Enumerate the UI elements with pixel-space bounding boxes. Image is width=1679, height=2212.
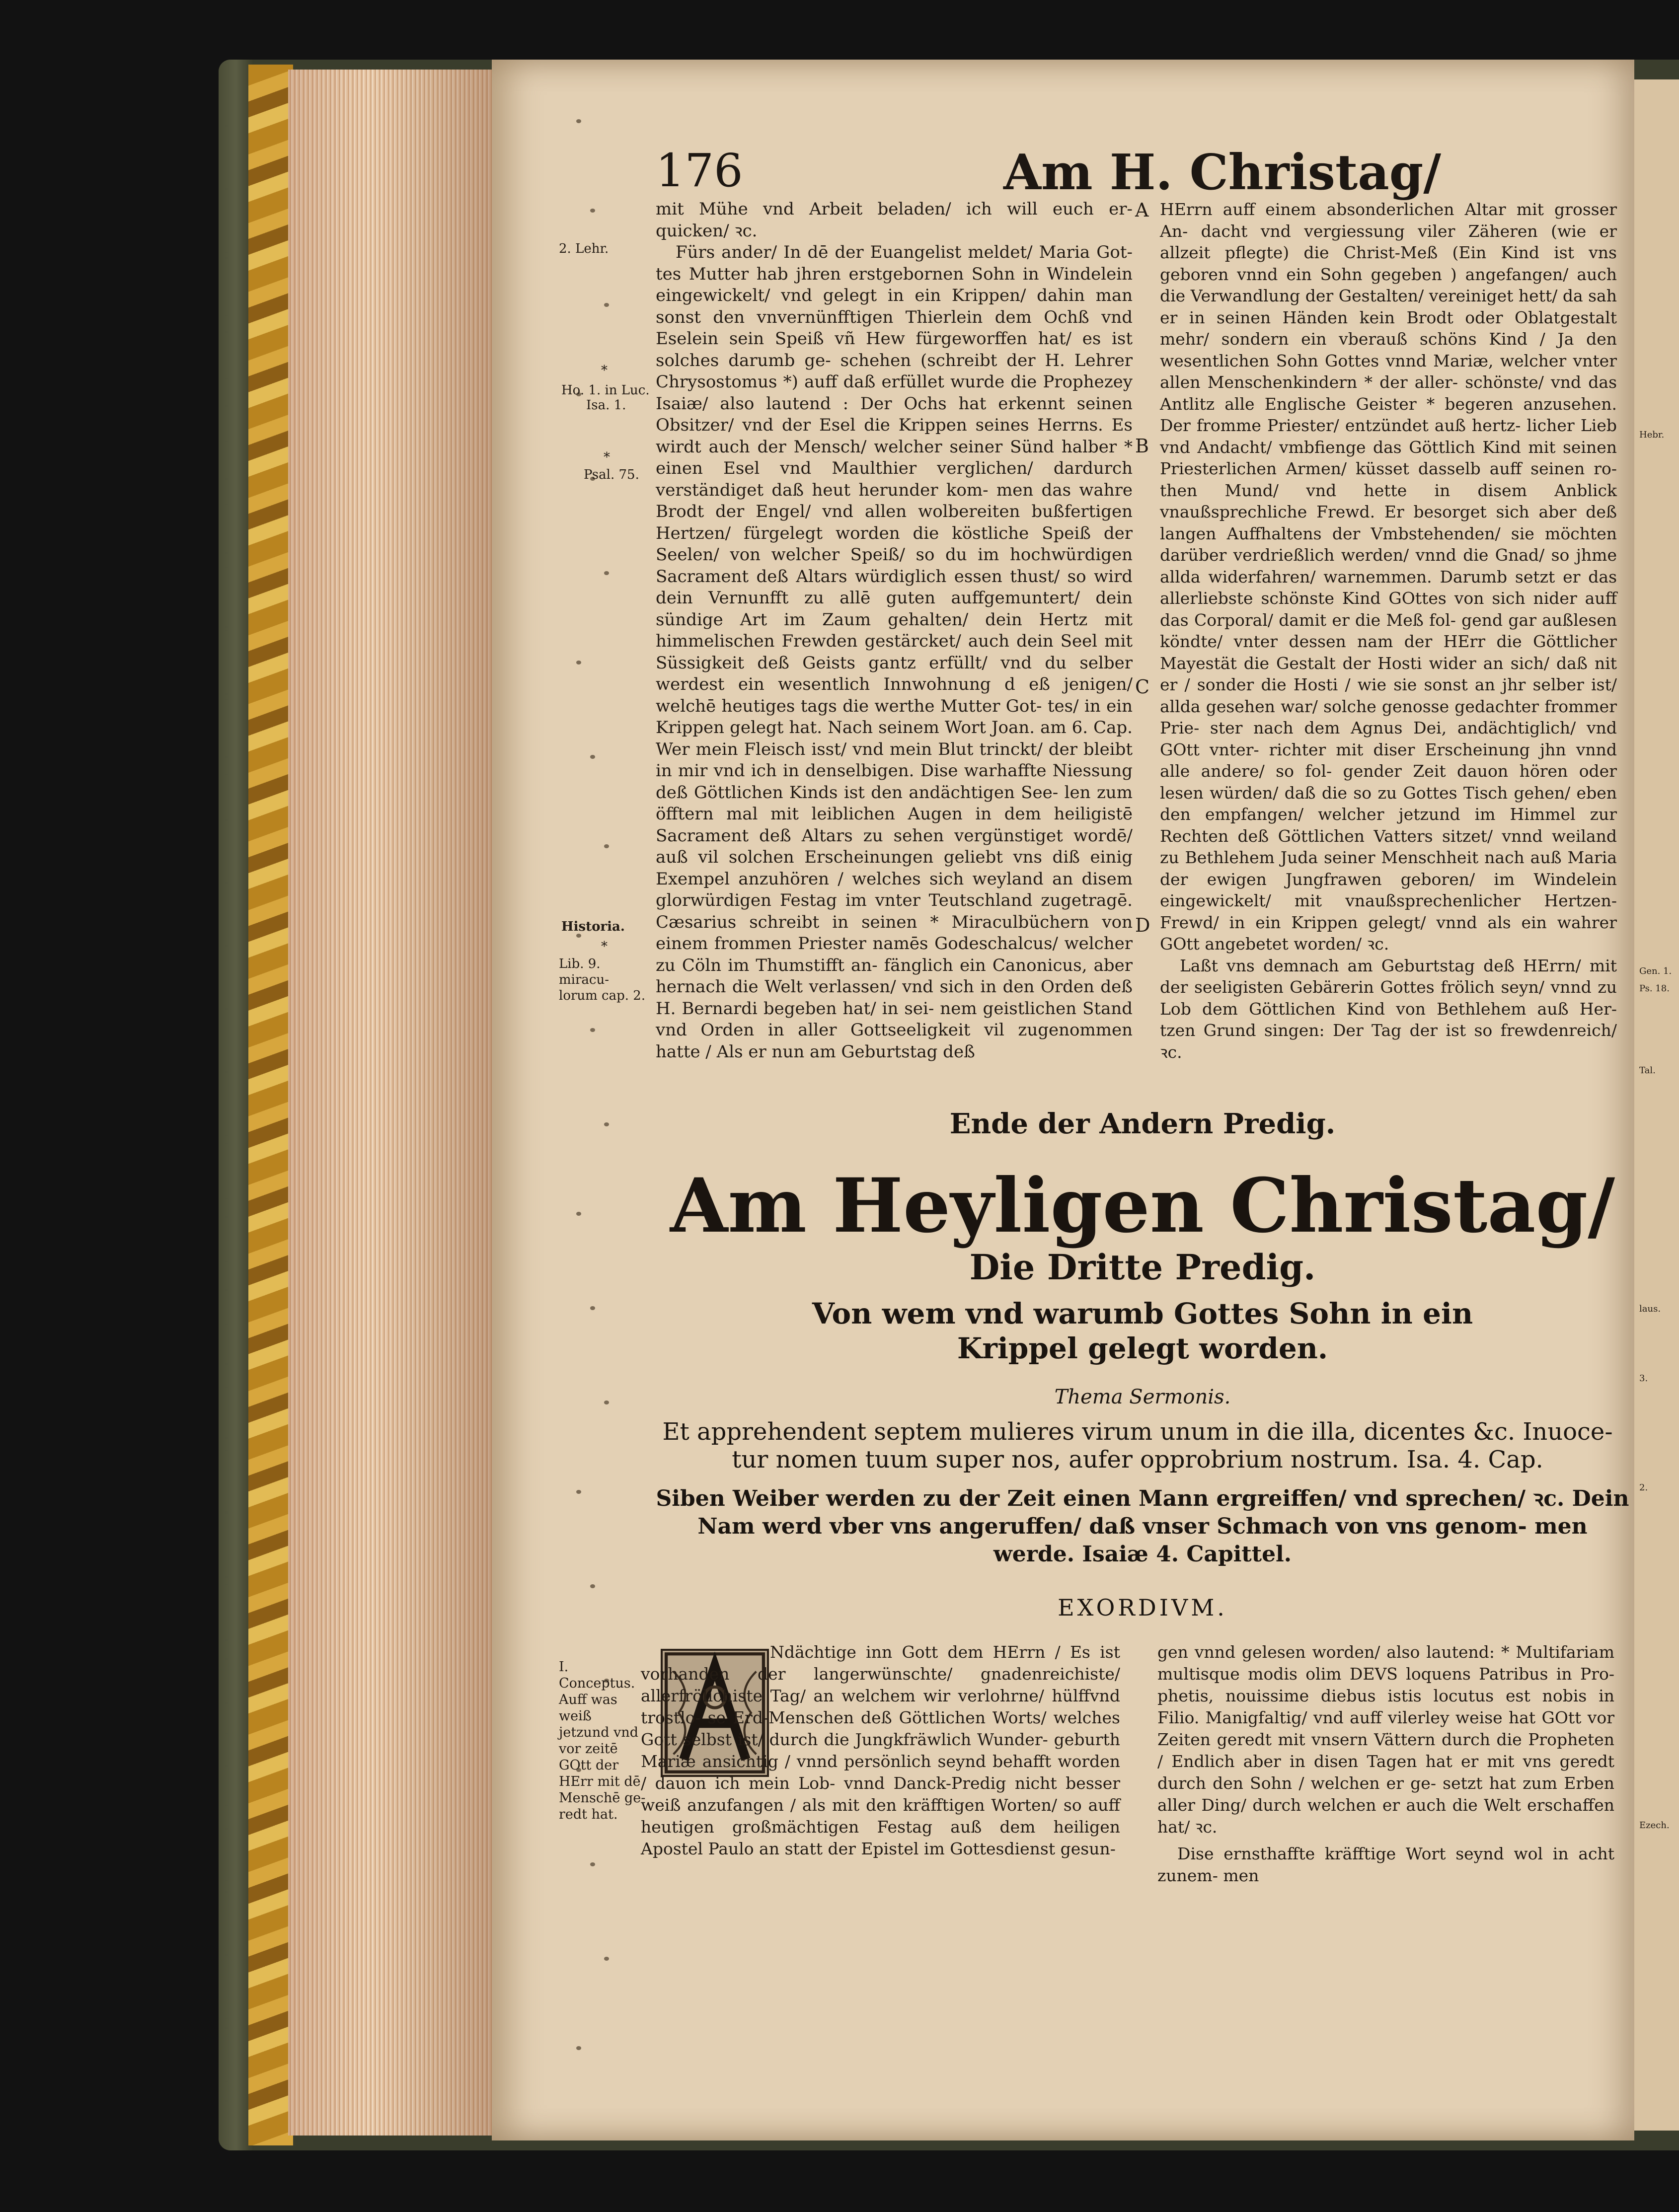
margin-note-2: * [601,363,608,378]
worm-hole [576,119,581,123]
margin-note-3: Ho. 1. in Luc. [561,383,650,398]
latin-text: Et apprehendent septem mulieres virum unum in die illa, dicentes &c. Inuoce- tur nomen tuum super nos, aufer opprobrium nostrum. Isa. 4. Cap. [662,1418,1613,1474]
clip-note-8: Ezech. [1639,1820,1670,1831]
worm-hole [576,2046,581,2050]
worm-hole [604,1122,609,1126]
worm-hole [604,1957,609,1961]
worm-hole [604,844,609,848]
right-paragraph-1: HErrn auff einem absonderlichen Altar mit grosser An- dacht vnd vergiessung viler Zäheren (wie er allzeit pflegte) die Christ-Meß (Ein Kind ist vns geboren vnnd ein Sohn gegeben ) angefangen/ auch die Verwandlung der Gestalten/ vereiniget hett/ da sah er in seinen Händen kein Brodt oder Oblatgestalt mehr/ sondern ein vberauß schöns Kind / Ja den wesentlichen Sohn Gottes vnnd Mariæ, welcher vnter allen Menschenkindern * der aller- schönste/ vnd das Antlitz alle Englische Geister * begeren anzusehen. Der fromme Priester/ entzündet auß hertz- licher Lieb vnd Andacht/ vmbfienge das Göttlich Kind mit seinen Priesterlichen Armen/ küsset dasselb auff seinen ro- then Mund/ vnd hette in disem Anblick vnaußsprechliche Frewd. Er besorget sich aber deß langen Auffhaltens der Vmbstehenden/ sie möchten darüber verdrießlich werden/ vnnd die Gnad/ so jhme allda widerfahren/ warnemmen. Darumb setzt er das allerliebste schönste Kind GOttes von sich nider auff das Corporal/ damit er die Meß fol- gend gar außlesen köndte/ vnter dessen nam der HErr die Göttlicher Mayestät die Gestalt der Hosti wider an sich/ daß nit er / sonder die Hosti / wie sie sonst an jhr selber ist/ allda gesehen war/ solche genosse gedachter frommer Prie- ster nach dem Agnus Dei, andächtiglich/ vnd GOtt vnter- richter mit diser Erscheinung jhn vnnd alle andere/ so fol- gender Zeit dauon hören oder lesen würden/ daß die so zu Gottes Tisch gehen/ eben den empfangen/ welcher jetzund im Himmel zur Rechten deß Göttlichen Vatters sitzet/ vnnd weiland zu Bethlehem Juda seiner Menschheit nach auß Maria der ewigen Jungfrawen geboren/ im Windelein eingewickelt/ mit vnaußsprechenlicher Hertzen- Frewd/ in ein Krippen gelegt/ vnnd als ein wahrer GOtt angebetet worden/ ꝛc. [1160,200,1617,954]
clip-note-2: Gen. 1. [1639,966,1672,976]
worm-hole [590,1306,595,1310]
section-end: Ende der Andern Predig. [949,1107,1336,1140]
exordium-label: EXORDIVM. [1058,1594,1227,1621]
thema-label: Thema Sermonis. [1054,1386,1231,1408]
right-column [1160,199,1617,1063]
worm-hole [604,303,609,307]
margin-note-7: Historia. [561,919,625,934]
worm-hole [590,755,595,759]
left-paragraph-1: mit Mühe vnd Arbeit beladen/ ich will euch er- quicken/ ꝛc. [656,199,1133,241]
margin-note-1: 2. Lehr. [559,241,609,256]
german-text: Siben Weiber werden zu der Zeit einen Mann ergreiffen/ vnd sprechen/ ꝛc. Dein Nam werd vber vns angeruffen/ daß vnser Schmach von vns genom- men werde. Isaiæ 4. Capittel. [656,1486,1629,1567]
worm-hole [590,1862,595,1866]
sermon-subtitle: Die Dritte Predig. [969,1247,1316,1288]
margin-note-4: Isa. 1. [586,398,626,413]
clip-note-4: Tal. [1639,1065,1656,1076]
column-letter-b: B [1135,435,1149,457]
clip-note-6: 3. [1639,1373,1648,1384]
margin-note-6: Psal. 75. [584,467,639,482]
page-number: 176 [656,144,743,197]
column-letter-c: C [1135,676,1150,698]
worm-hole [590,1584,595,1588]
worm-hole [604,571,609,575]
worm-hole [590,1028,595,1032]
left-column [656,199,1133,1063]
margin-note-5: * [604,450,610,465]
running-title: Am H. Christag/ [1003,144,1442,201]
clip-note-5: laus. [1639,1304,1661,1314]
worm-hole [590,209,595,213]
worm-hole [604,1401,609,1404]
page-block-edge [288,70,492,2136]
running-header [656,144,1629,199]
exordium-last-line: Dise ernsthaffte kräfftige Wort seynd wol in acht zunem- men [1157,1844,1614,1885]
exordium-right-column [1157,1641,1614,1887]
exordium-right-text: gen vnnd gelesen worden/ also lautend: * Multifariam multisque modis olim DEVS loquens Patribus in Pro- phetis, nouissime diebus istis locutus est nobis in Filio. Manigfaltig/ vnd auff vilerley weise hat GOtt vor Zeiten geredt mit vnsern Vättern durch die Propheten / Endlich aber in disen Tagen hat er mit vns geredt durch den Sohn / welchen er ge- setzt hat zum Erben aller Ding/ durch welchen er auch die Welt erschaffen hat/ ꝛc. [1157,1642,1614,1837]
clip-note-7: 2. [1639,1482,1648,1493]
column-letter-a: A [1135,199,1149,221]
sermon-question: Von wem vnd warumb Gottes Sohn in ein Krippel gelegt worden. [812,1297,1473,1365]
clip-note-3: Ps. 18. [1639,983,1670,994]
clip-note-1: Hebr. [1639,430,1665,440]
worm-hole [576,1490,581,1494]
worm-hole [576,1212,581,1216]
margin-note-8: * [601,939,608,954]
exordium-margin-note: I. Conceptus. Auff was weiß jetzund vnd vor zeitē GOtt der HErr mit dē Menschē ge- redt hat. [559,1659,646,1822]
exordium-left-column: Ndächtige inn Gott dem HErrn / Es ist vorhanden der langerwünschte/ gnadenreichiste/ allerfrölichiste Tag/ an welchem wir verlohrne/ hülffvnd trostlo- se Erd-Menschen deß Göttlichen Worts/ welches Gott selbst ist/ durch die Jungkfräwlich Wunder- geburth Mariæ ansichtig / vnnd persönlich seynd behafft worden / dauon ich mein Lob- vnnd Danck-Predig nicht besser weiß anzufangen / als mit den kräfftigen Worten/ so auff heutigen großmächtigen Festag auß dem heiligen Apostel Paulo an statt der Epistel im Gottesdienst gesun- [641,1642,1120,1858]
left-paragraph-2: Fürs ander/ In dē der Euangelist meldet/ Maria Got- tes Mutter hab jhren erstgebornen Sohn in Windelein eingewickelt/ vnd gelegt in ein Krippen/ dahin man sonst den vnvernünfftigen Thierlein dem Ochß vnd Eselein sein Speiß vñ Hew fürgeworffen hat/ es ist solches darumb ge- schehen (schreibt der H. Lehrer Chrysostomus *) auff daß erfüllet wurde die Prophezey Isaiæ/ also lautend : Der Ochs hat erkennt seinen Obsitzer/ vnd der Esel die Krippen seines Herrns. Es wirdt auch der Mensch/ welcher seiner Sünd halber * einen Esel vnd Maulthier verglichen/ dardurch verständiget daß heut herunder kom- men das wahre Brodt der Engel/ vnd allen wolbereiten bußfertigen Hertzen/ fürgelegt worden die köstliche Speiß der Seelen/ von welcher Speiß/ so du im hochwürdigen Sacrament deß Altars würdiglich essen thust/ so wird dein Vernunfft zu allē guten auffgemuntert/ dein sündige Art im Zaum gehalten/ dein Hertz mit himmelischen Frewden gestärcket/ auch dein Seel mit Süssigkeit deß Geists gantz erfüllt/ vnd du selber werdest ein wesentlich Innwohnung d eß jenigen/ welchē heutiges tags die werthe Mutter Got- tes/ in ein Krippen gelegt hat. Nach seinem Wort Joan. am 6. Cap. Wer mein Fleisch isst/ vnd mein Blut trinckt/ der bleibt in mir vnd ich in denselbigen. Dise warhaffte Niessung deß Göttlichen Kinds ist den andächtigen See- len zum öfftern mal mit leiblichen Augen in dem heiligistē Sacrament deß Altars zu sehen vergünstiget wordē/ auß vil solchen Erscheinungen geliebt vns diß einig Exempel anzuhören / welches sich weyland an disem glorwürdigen Festag im vnter Teutschland zugetragē. Cæsarius schreibt in seinen * Miraculbüchern von einem frommen Priester namēs Godeschalcus/ welcher zu Cöln im Thumstifft an- fänglich ein Canonicus, aber hernach die Welt verlassen/ vnd sich in den Orden deß H. Bernardi begeben hat/ in sei- nem geistlichen Stand vnd Orden in aller Gottseeligkeit vil zugenommen hatte / Als er nun am Geburtstag deß [656,242,1133,1062]
sermon-title: Am Heyligen Christag/ [670,1162,1615,1250]
right-paragraph-2: Laßt vns demnach am Geburtstag deß HErrn/ mit der seeligisten Gebärerin Gottes frölich seyn/ vnnd zu Lob dem Göttlichen Kind von Bethlehem auß Her- tzen Grund singen: Der Tag der ist so frewdenreich/ ꝛc. [1160,956,1617,1062]
worm-hole [576,661,581,664]
margin-note-9: Lib. 9. miracu- lorum cap. 2. [559,957,646,1003]
column-letter-d: D [1135,914,1150,936]
marbled-cover [248,65,293,2145]
